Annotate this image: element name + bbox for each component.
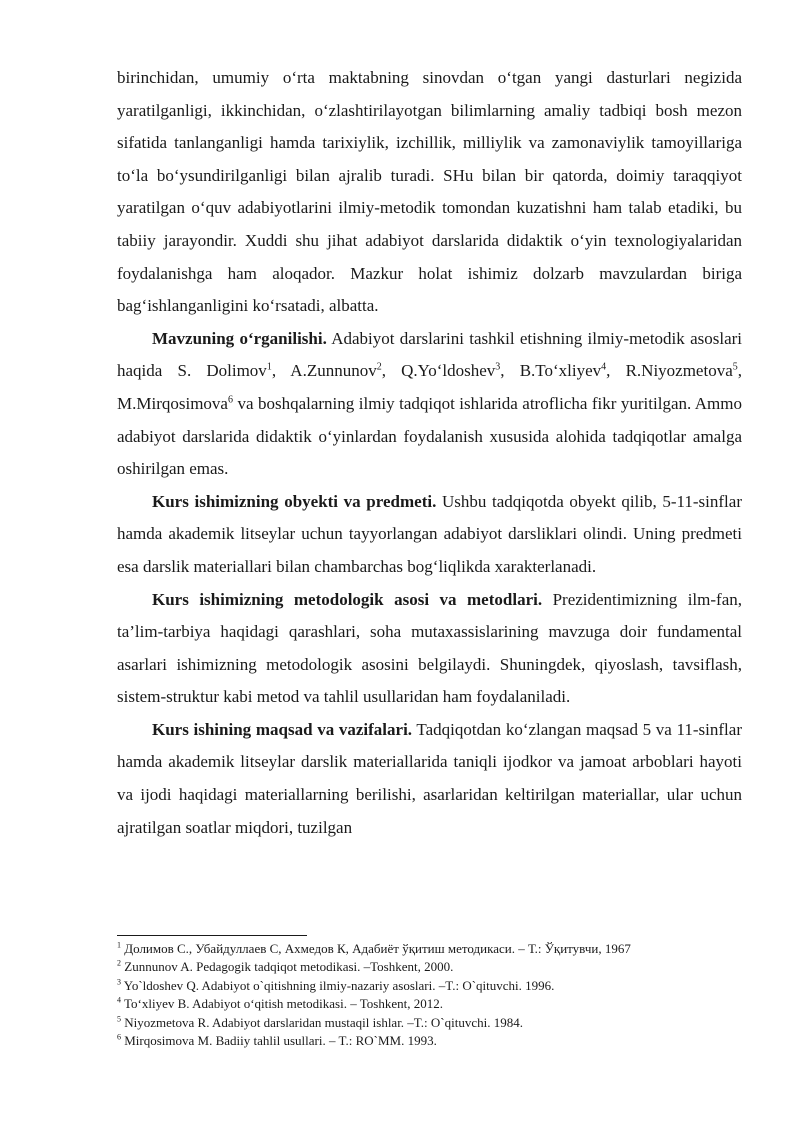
footnote bbox=[117, 995, 757, 1013]
footnote-separator bbox=[117, 935, 307, 936]
footnote-number: 4 bbox=[117, 995, 121, 1005]
footnote-ref-6[interactable]: 6 bbox=[227, 394, 233, 406]
footnote-text: Yo`ldoshev Q. Adabiyot o`qitishning ilmiy-nazariy asoslari. –T.: O`qituvchi. 1996. bbox=[121, 977, 555, 993]
footnote bbox=[117, 958, 757, 976]
heading-object-subject: Kurs ishimizning obyekti va predmeti. bbox=[152, 491, 437, 511]
paragraph-text: va boshqalarning ilmiy tadqiqot ishlarida atroflicha fikr yuritilgan. Ammo adabiyot darslarida didaktik o‘yinlardan foydalanish xususida alohida tadqiqotlar amalga oshirilgan emas. bbox=[117, 393, 742, 479]
footnote bbox=[117, 940, 757, 958]
heading-study-history: Mavzuning o‘rganilishi. bbox=[152, 328, 327, 348]
footnote-ref-5[interactable]: 5 bbox=[732, 361, 738, 373]
footnote-ref-1[interactable]: 1 bbox=[266, 361, 272, 373]
footnote bbox=[117, 1032, 757, 1050]
footnote-ref-2[interactable]: 2 bbox=[376, 361, 382, 373]
paragraph-methodology bbox=[117, 584, 742, 714]
footnote-text: Niyozmetova R. Adabiyot darslaridan mustaqil ishlar. –T.: O`qituvchi. 1984. bbox=[121, 1014, 523, 1030]
footnote-text: To‘xliyev B. Adabiyot o‘qitish metodikasi. – Toshkent, 2012. bbox=[121, 996, 443, 1012]
footnote-ref-4[interactable]: 4 bbox=[601, 361, 607, 373]
footnote-number: 5 bbox=[117, 1014, 121, 1024]
footnotes bbox=[117, 940, 757, 1050]
paragraph-text: Adabiyot darslarini tashkil etishning ilmiy-metodik asoslari haqida S. Dolimov bbox=[117, 328, 743, 381]
paragraph-text: Tadqiqotdan ko‘zlangan maqsad 5 va 11-sinflar hamda akademik litseylar darslik materiallarida taniqli ijodkor va jamoat arboblari hayoti va ijodi haqidagi materiallarning berilishi, asarlaridan keltirilgan materiallar, ular uchun ajratilgan soatlar miqdori, tuzilgan bbox=[117, 719, 742, 837]
footnote-text: Долимов С., Убайдуллаев С, Ахмедов К, Адабиёт ўқитиш методикаси. – Т.: Ўқитувчи, 1967 bbox=[121, 941, 631, 956]
paragraph-study-history bbox=[117, 323, 742, 486]
footnote bbox=[117, 977, 757, 995]
body-text bbox=[117, 62, 742, 844]
heading-methodology: Kurs ishimizning metodologik asosi va metodlari. bbox=[152, 589, 543, 609]
paragraph-text: , A.Zunnunov bbox=[271, 361, 377, 381]
paragraph-text: Prezidentimizning ilm-fan, ta’lim-tarbiya haqidagi qarashlari, soha mutaxassislarining mavzuga doir fundamental asarlari ishimizning metodologik asosini belgilaydi. Shuningdek, qiyoslash, tavsiflash, sistem-struktur kabi metod va tahlil usullaridan ham foydalaniladi. bbox=[117, 589, 742, 707]
paragraph-text: , M.Mirqosimova bbox=[117, 361, 742, 413]
paragraph-text: , R.Niyozmetova bbox=[606, 361, 733, 381]
heading-goals: Kurs ishining maqsad va vazifalari. bbox=[152, 719, 413, 739]
footnote bbox=[117, 1014, 757, 1032]
footnote-number: 6 bbox=[117, 1032, 121, 1042]
paragraph-text: Ushbu tadqiqotda obyekt qilib, 5-11-sinflar hamda akademik litseylar uchun tayyorlangan adabiyot darsliklari olindi. Uning predmeti esa darslik materiallari bilan chambarchas bog‘liqlikda xarakterlanadi. bbox=[117, 491, 742, 576]
footnote-number: 3 bbox=[117, 977, 121, 987]
footnote-number: 1 bbox=[117, 940, 121, 950]
paragraph-object-subject bbox=[117, 486, 742, 584]
paragraph-intro: birinchidan, umumiy o‘rta maktabning sinovdan o‘tgan yangi dasturlari negizida yaratilganligi, ikkinchidan, o‘zlashtirilayotgan bilimlarning amaliy tadbiqi bosh mezon sifatida tanlanganligi hamda tarixiylik, izchillik, milliylik va zamonaviylik tamoyillariga to‘la bo‘ysundirilganligi bilan ajralib turadi. SHu bilan bir qatorda, doimiy taraqqiyot yaratilgan o‘quv adabiyotlarini ilmiy-metodik tomondan kuzatishni ham talab etadiki, bu tabiiy jarayondir. Xuddi shu jihat adabiyot darslarida didaktik o‘yin texnologiyalaridan foydalanishga ham aloqador. Mazkur holat ishimiz dolzarb mavzulardan biriga bag‘ishlanganligini ko‘rsatadi, albatta. bbox=[117, 68, 742, 316]
paragraph-text: , B.To‘xliyev bbox=[500, 361, 602, 381]
footnote-text: Zunnunov A. Pedagogik tadqiqot metodikasi. –Toshkent, 2000. bbox=[121, 959, 454, 975]
footnote-ref-3[interactable]: 3 bbox=[495, 361, 501, 373]
footnote-number: 2 bbox=[117, 959, 121, 969]
paragraph-text: , Q.Yo‘ldoshev bbox=[381, 361, 496, 381]
paragraph-goals bbox=[117, 714, 742, 844]
footnote-text: Mirqosimova M. Badiiy tahlil usullari. – T.: RO`MM. 1993. bbox=[121, 1033, 437, 1049]
